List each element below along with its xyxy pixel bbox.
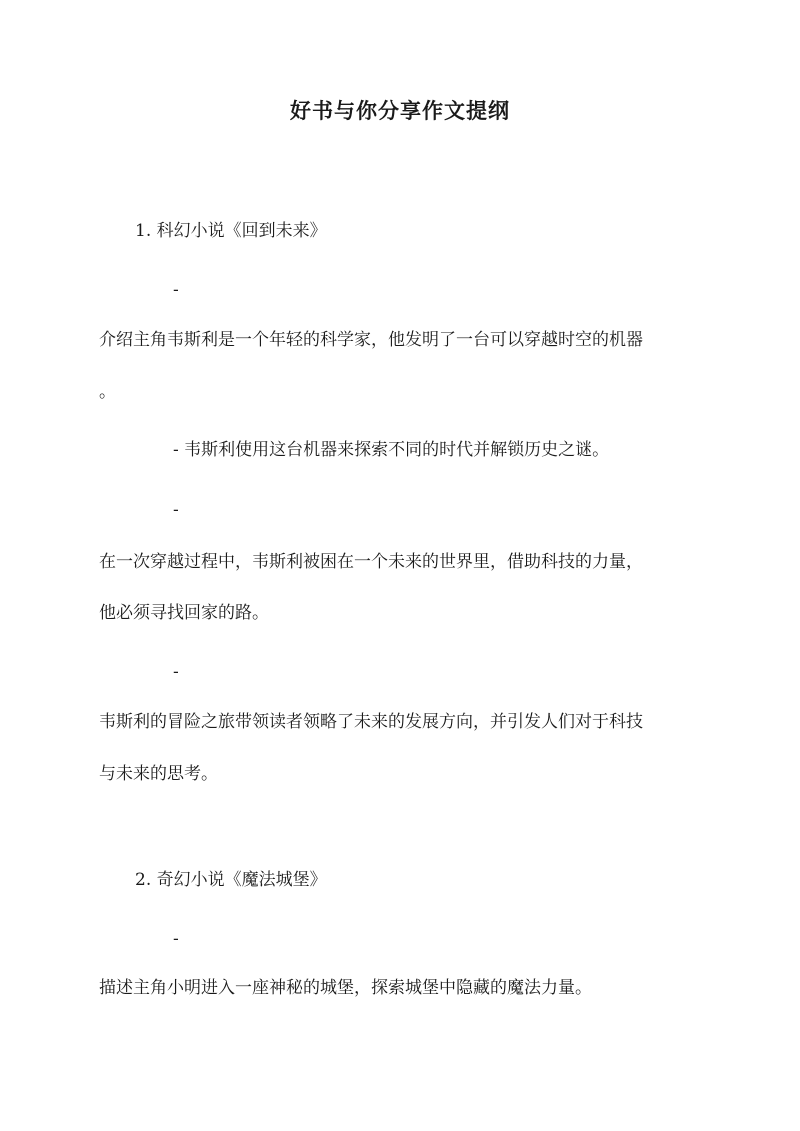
paragraph-line: 在一次穿越过程中，韦斯利被困在一个未来的世界里，借助科技的力量， [99, 552, 643, 572]
paragraph-line: 韦斯利的冒险之旅带领读者领略了未来的发展方向，并引发人们对于科技 [99, 712, 643, 732]
paragraph-line: 介绍主角韦斯利是一个年轻的科学家，他发明了一台可以穿越时空的机器 [99, 330, 643, 350]
section-heading-2: 2. 奇幻小说《魔法城堡》 [135, 870, 327, 890]
list-item-dash: - [173, 662, 179, 682]
list-item: - 韦斯利使用这台机器来探索不同的时代并解锁历史之谜。 [173, 440, 610, 460]
paragraph-line: 。 [99, 382, 116, 402]
paragraph-line: 描述主角小明进入一座神秘的城堡，探索城堡中隐藏的魔法力量。 [99, 978, 592, 998]
document-title: 好书与你分享作文提纲 [290, 98, 510, 123]
paragraph-line: 与未来的思考。 [99, 764, 218, 784]
section-heading-1: 1. 科幻小说《回到未来》 [135, 221, 327, 241]
paragraph-line: 他必须寻找回家的路。 [99, 603, 269, 623]
list-item-dash: - [173, 500, 179, 520]
list-item-dash: - [173, 929, 179, 949]
list-item-dash: - [173, 280, 179, 300]
